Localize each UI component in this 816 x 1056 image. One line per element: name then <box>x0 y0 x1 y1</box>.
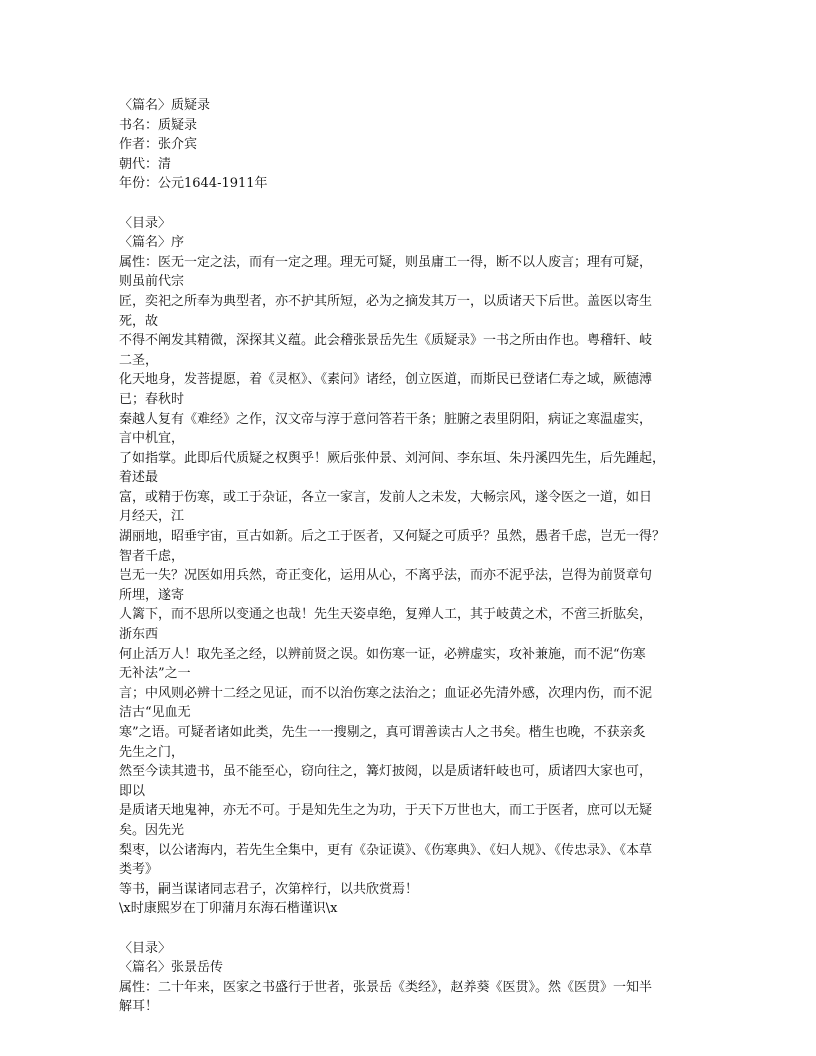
text-line: 矣。因先光 <box>119 822 185 838</box>
text-line: 二圣， <box>119 352 159 368</box>
text-line: 等书，嗣当谋诸同志君子，次第梓行，以共欣赏焉！ <box>119 881 419 897</box>
text-line: 〈篇名〉张景岳传 <box>119 960 224 976</box>
blank-line <box>119 194 701 214</box>
text-line: \x时康熙岁在丁卯蒲月东海石楷谨识\x <box>119 901 338 917</box>
text-line: 岂无一失？况医如用兵然，奇正变化，运用从心，不离乎法，而亦不泥乎法，岂得为前贤章句 <box>119 568 653 584</box>
document-page <box>119 96 701 1017</box>
text-line: 富，或精于伤寒，或工于杂证，各立一家言，发前人之未发，大畅宗风，遂令医之一道，如日 <box>119 489 653 505</box>
text-line: 匠，奕祀之所奉为典型者，亦不护其所短，必为之摘发其万一，以质诸天下后世。盖医以寄生 <box>119 293 653 309</box>
text-line: 秦越人复有《难经》之作，汉文帝与淳于意问答若干条；脏腑之表里阴阳，病证之寒温虚实， <box>119 411 653 427</box>
text-line: 已；春秋时 <box>119 391 185 407</box>
text-line: 言；中风则必辨十二经之见证，而不以治伤寒之法治之；血证必先清外感，次理内伤，而不泥 <box>119 685 653 701</box>
text-line: 即以 <box>119 783 146 799</box>
metadata-line: 年份：公元1644-1911年 <box>119 176 268 192</box>
text-line: 梨枣，以公诸海内，若先生全集中，更有《杂证谟》、《伤寒典》、《妇人规》、《传忠录》、《本草 <box>119 842 653 858</box>
metadata-line: 朝代：清 <box>119 156 172 172</box>
text-line: 湖丽地，昭垂宇宙，亘古如新。后之工于医者，又何疑之可质乎？虽然，愚者千虑，岂无一得？ <box>119 529 666 545</box>
text-line: 是质诸天地鬼神，亦无不可。于是知先生之为功，于天下万世也大，而工于医者，庶可以无疑 <box>119 803 653 819</box>
text-line: 无补法”之一 <box>119 666 191 682</box>
text-line: 〈篇名〉序 <box>119 235 185 251</box>
biography-section <box>119 939 701 1017</box>
text-line: 解耳！ <box>119 999 159 1015</box>
text-line: 言中机宜， <box>119 431 185 447</box>
text-line: 何止活万人！取先圣之经，以辨前贤之误。如伤寒一证，必辨虚实，攻补兼施，而不泥“伤寒 <box>119 646 646 662</box>
metadata-line: 作者：张介宾 <box>119 137 198 153</box>
text-line: 寒”之语。可疑者诸如此类，先生一一搜剔之，真可谓善读古人之书矣。楷生也晚，不获亲炙 <box>119 725 646 740</box>
text-line: 月经天，江 <box>119 509 185 525</box>
text-line: 洁古“见血无 <box>119 705 191 721</box>
blank-line <box>119 919 701 939</box>
text-line: 然至今读其遗书，虽不能至心，窃向往之，篝灯披阅，以是质诸轩岐也可，质诸四大家也可， <box>119 764 653 780</box>
text-line: 了如指掌。此即后代质疑之权舆乎！厥后张仲景、刘河间、李东垣、朱丹溪四先生，后先踵起， <box>119 450 666 466</box>
text-line: 不得不阐发其精微，深探其义蕴。此会稽张景岳先生《质疑录》一书之所由作也。粤稽轩、岐 <box>119 333 653 349</box>
metadata-line: 〈篇名〉质疑录 <box>119 98 211 113</box>
text-line: 化天地身，发菩提愿，着《灵枢》、《素问》诸经，创立医道，而斯民已登诸仁寿之域，厥德溥 <box>119 372 653 388</box>
text-line: 则虽前代宗 <box>119 274 185 290</box>
text-line: 智者千虑， <box>119 548 185 564</box>
text-line: 着述最 <box>119 470 159 486</box>
preface-section <box>119 214 701 919</box>
metadata-line: 书名：质疑录 <box>119 117 198 133</box>
text-line: 浙东西 <box>119 627 159 643</box>
text-line: 类考》 <box>119 862 159 878</box>
text-line: 人篱下，而不思所以变通之也哉！先生天姿卓绝，复殚人工，其于岐黄之术，不啻三折肱矣， <box>119 607 653 623</box>
book-metadata <box>119 96 701 194</box>
text-line: 所埋，遂寄 <box>119 587 185 603</box>
text-line: 死，故 <box>119 313 159 329</box>
text-line: 属性：二十年来，医家之书盛行于世者，张景岳《类经》，赵养葵《医贯》。然《医贯》一知半 <box>119 979 653 995</box>
text-line: 属性：医无一定之法，而有一定之理。理无可疑，则虽庸工一得，断不以人废言；理有可疑， <box>119 254 653 270</box>
text-line: 〈目录〉 <box>119 940 172 956</box>
text-line: 先生之门， <box>119 744 185 760</box>
text-line: 〈目录〉 <box>119 215 172 231</box>
